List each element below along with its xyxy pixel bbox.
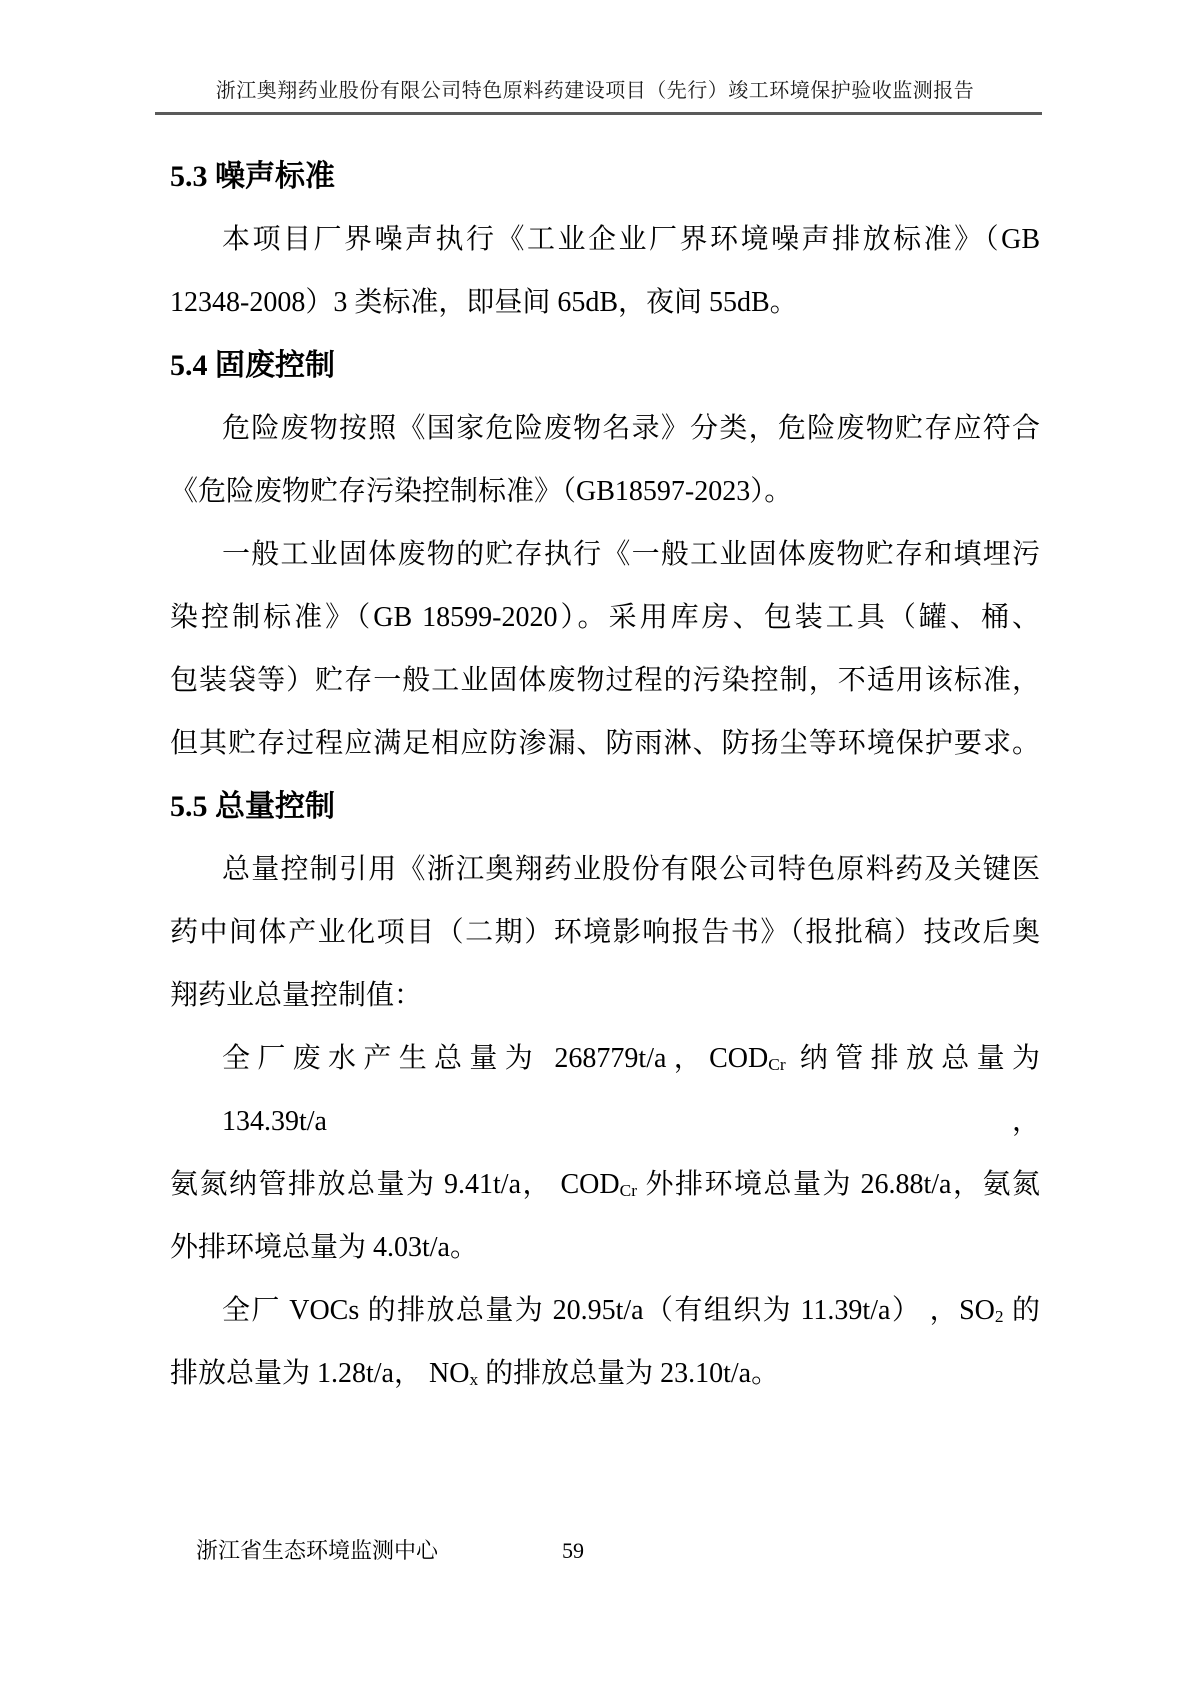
subscript-cr: Cr — [619, 1181, 637, 1201]
section-heading-5-3: 5.3 噪声标准 — [170, 160, 335, 193]
paragraph-line: 危险废物按照《国家危险废物名录》分类，危险废物贮存应符合 — [222, 413, 1040, 444]
paragraph-line — [170, 1027, 1047, 1153]
paragraph-line: 《危险废物贮存污染控制标准》（GB18597-2023）。 — [170, 476, 793, 507]
paragraph-line: 药中间体产业化项目（二期）环境影响报告书》（报批稿）技改后奥 — [170, 917, 1040, 948]
subscript-x: x — [469, 1370, 479, 1390]
paragraph-line: 总量控制引用《浙江奥翔药业股份有限公司特色原料药及关键医 — [222, 854, 1040, 885]
text-segment: 的 — [1003, 1295, 1040, 1326]
section-heading-5-5: 5.5 总量控制 — [170, 790, 335, 823]
text-segment: 全厂 VOCs 的排放总量为 20.95t/a（有组织为 11.39t/a） ，SO — [222, 1295, 995, 1326]
paragraph-line: 本项目厂界噪声执行《工业企业厂界环境噪声排放标准》（GB — [222, 224, 1040, 255]
header-title: 浙江奥翔药业股份有限公司特色原料药建设项目（先行）竣工环境保护验收监测报告 — [215, 80, 975, 102]
paragraph-line: 翔药业总量控制值： — [170, 980, 423, 1011]
text-segment: 氨氮纳管排放总量为 9.41t/a， COD — [170, 1169, 620, 1200]
paragraph-line: 一般工业固体废物的贮存执行《一般工业固体废物贮存和填埋污 — [222, 539, 1040, 570]
section-heading-5-4: 5.4 固废控制 — [170, 349, 335, 382]
text-segment: 纳管排放总量为 134.39t/a， — [222, 1043, 1047, 1137]
paragraph-line: 但其贮存过程应满足相应防渗漏、防雨淋、防扬尘等环境保护要求。 — [170, 728, 1040, 759]
paragraph-line — [170, 1279, 1040, 1342]
text-segment: 的排放总量为 23.10t/a。 — [478, 1358, 780, 1389]
text-segment: 排放总量为 1.28t/a， NO — [170, 1358, 470, 1389]
paragraph-line — [170, 1153, 1040, 1216]
footer-page-number: 59 — [562, 1538, 584, 1563]
page-footer — [0, 1536, 1190, 1576]
paragraph-line: 染控制标准》（GB 18599-2020）。采用库房、包装工具（罐、桶、 — [170, 602, 1040, 633]
footer-organization: 浙江省生态环境监测中心 — [196, 1538, 439, 1563]
subscript-2: 2 — [994, 1307, 1004, 1327]
page-header — [0, 0, 1190, 115]
paragraph-line: 12348-2008）3 类标准，即昼间 65dB，夜间 55dB。 — [170, 287, 798, 318]
paragraph-line — [170, 1342, 1040, 1405]
text-segment: 全厂废水产生总量为 268779t/a，COD — [222, 1043, 769, 1074]
paragraph-line: 外排环境总量为 4.03t/a。 — [170, 1232, 478, 1263]
header-divider — [155, 112, 1042, 115]
text-segment: 外排环境总量为 26.88t/a，氨氮 — [636, 1169, 1040, 1200]
paragraph-line: 包装袋等）贮存一般工业固体废物过程的污染控制，不适用该标准， — [170, 665, 1040, 696]
document-content — [170, 145, 1047, 1405]
subscript-cr: Cr — [768, 1055, 786, 1075]
